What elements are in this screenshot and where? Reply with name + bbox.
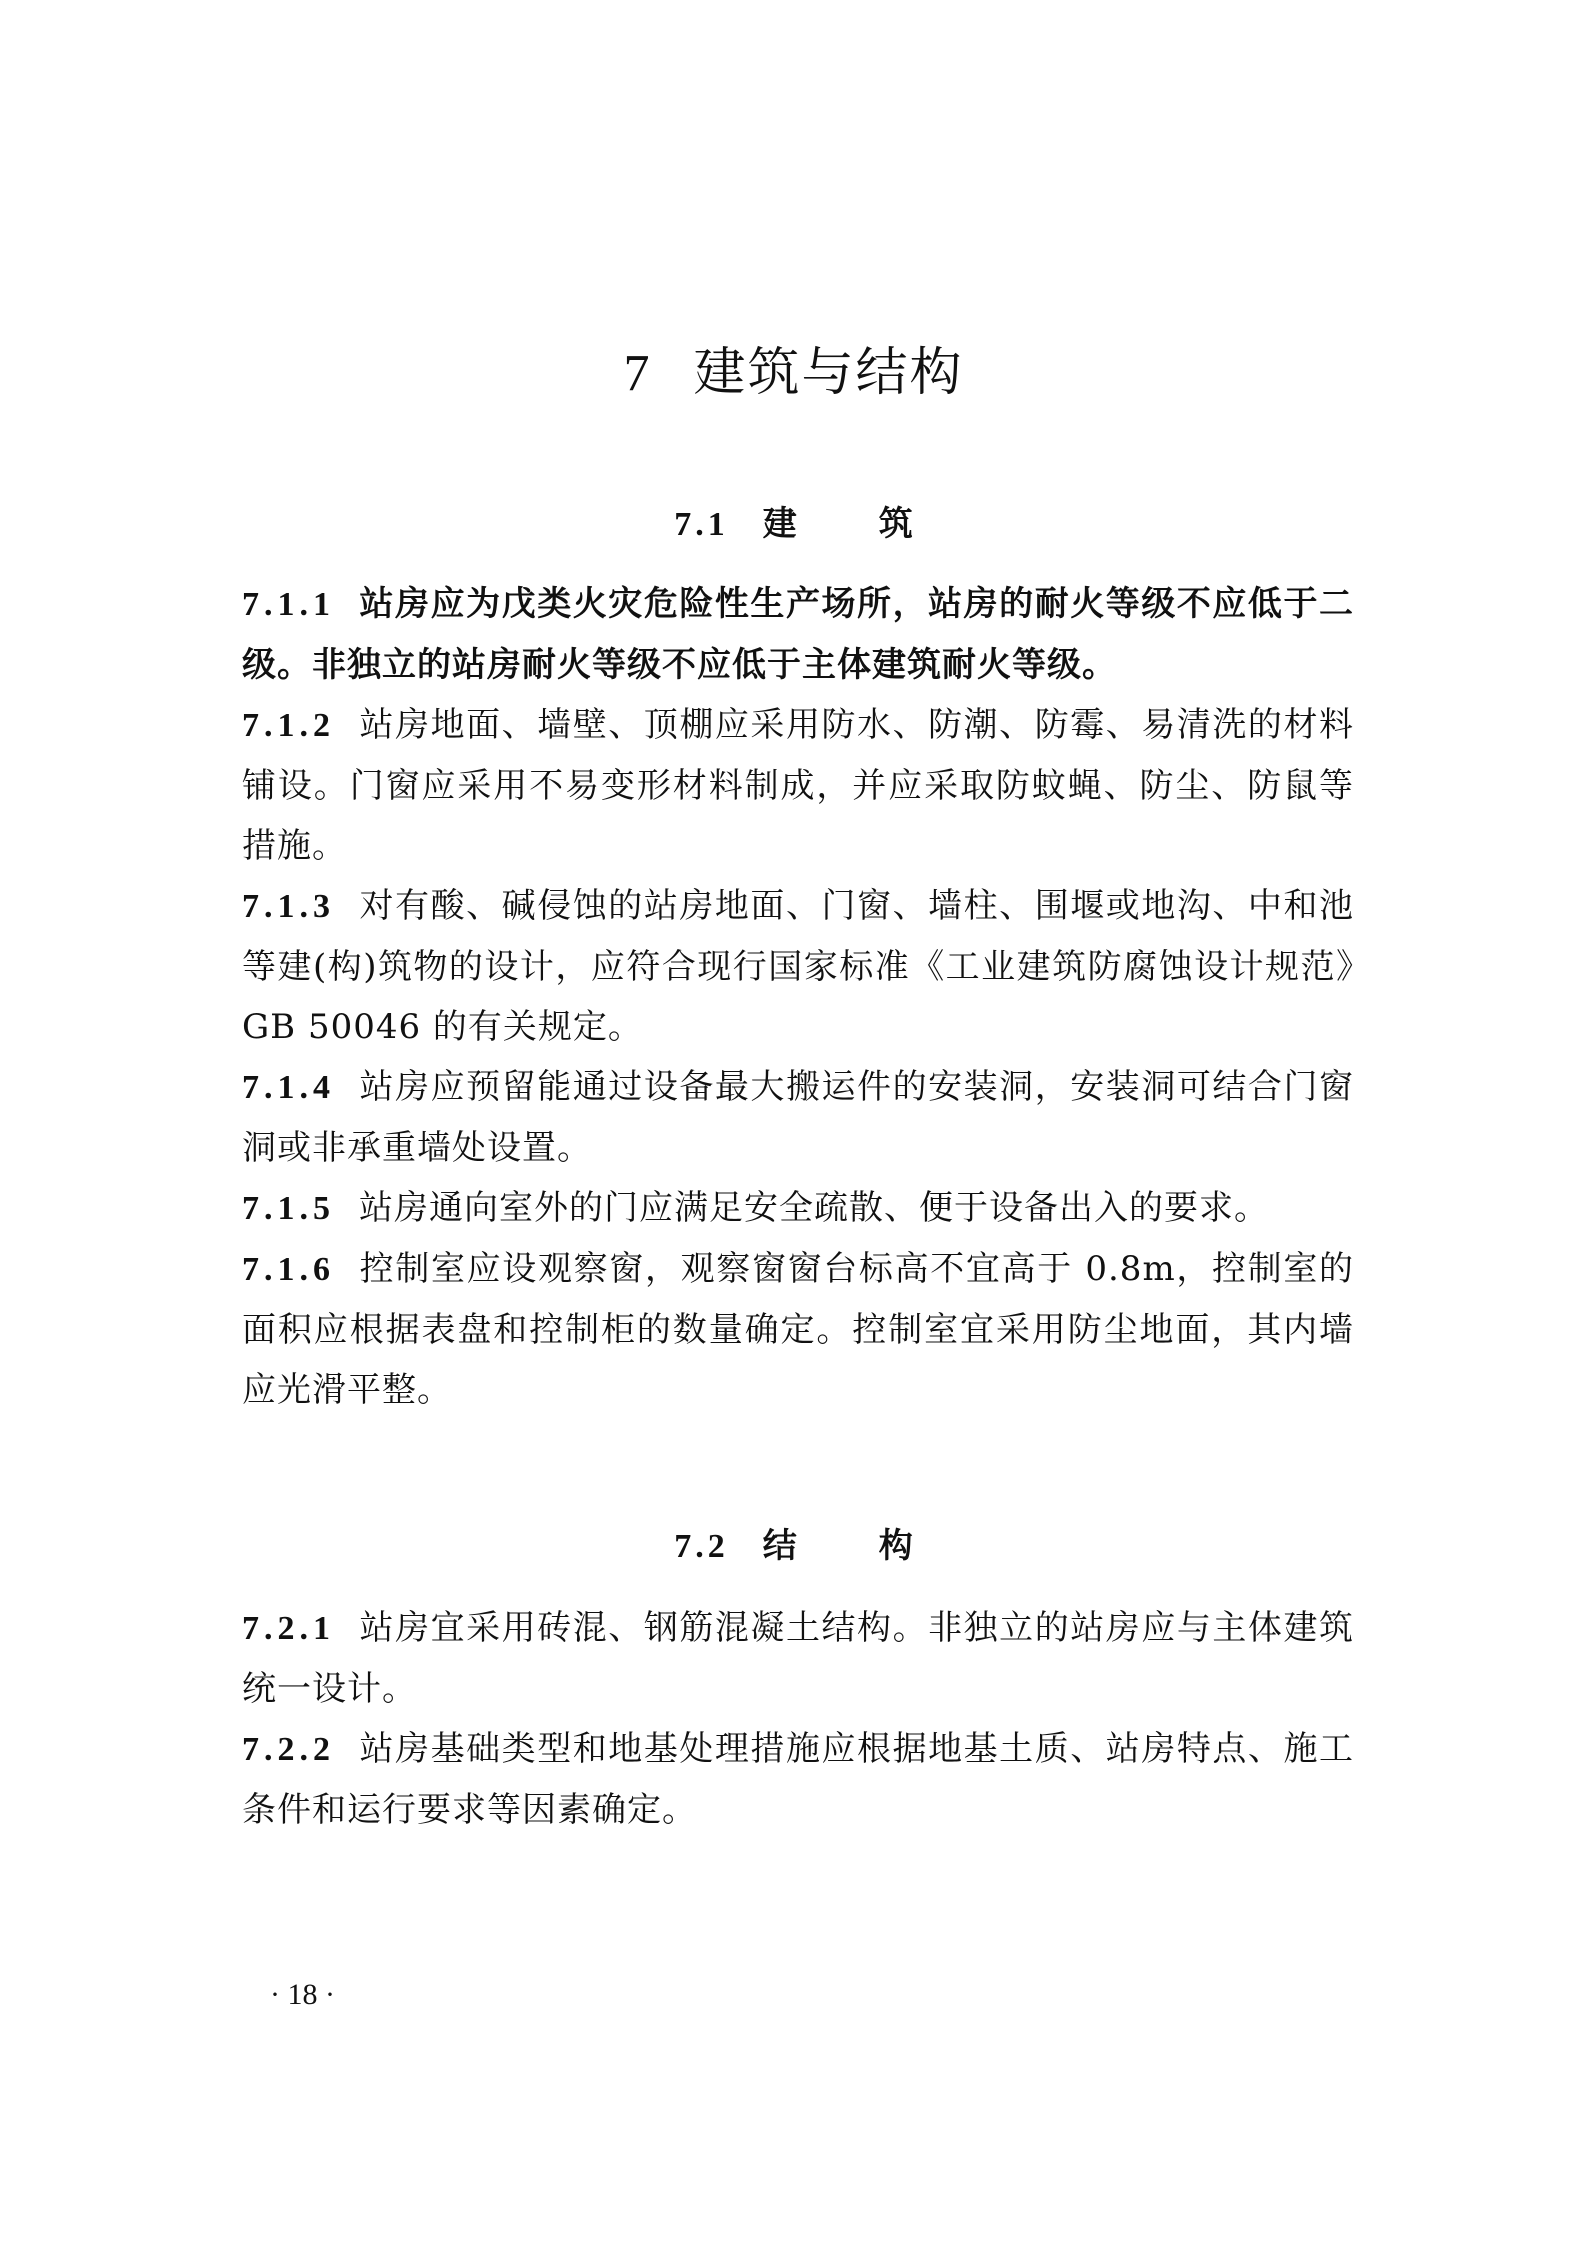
clause-number: 7.2.1 [242,1610,335,1647]
clause-number: 7.2.2 [242,1731,335,1768]
section-7-2-body [242,1598,1354,1840]
clause-7-1-4 [242,1057,1354,1178]
clause-7-1-2 [242,695,1354,876]
section-heading-7-2 [0,1518,1587,1567]
chapter-title [0,330,1587,405]
clause-7-1-5 [242,1178,1354,1239]
section-number: 7.2 [674,1528,729,1565]
clause-text: 站房通向室外的门应满足安全疏散、便于设备出入的要求。 [359,1188,1269,1228]
clause-number: 7.1.1 [242,586,335,623]
section-number: 7.1 [674,506,729,543]
clause-7-2-1 [242,1598,1354,1719]
section-heading-7-1 [0,496,1587,545]
clause-text: 站房应预留能通过设备最大搬运件的安装洞，安装洞可结合门窗洞或非承重墙处设置。 [242,1067,1354,1168]
section-7-1-body [242,574,1354,1420]
clause-number: 7.1.3 [242,888,335,925]
clause-text: 站房宜采用砖混、钢筋混凝土结构。非独立的站房应与主体建筑统一设计。 [242,1608,1354,1709]
clause-7-1-1 [242,574,1354,695]
section-name: 建筑 [762,504,995,544]
clause-number: 7.1.5 [242,1190,335,1227]
section-name: 结构 [762,1526,995,1566]
clause-number: 7.1.4 [242,1069,335,1106]
clause-7-1-6 [242,1239,1354,1420]
clause-number: 7.1.6 [242,1251,335,1288]
clause-text: 站房基础类型和地基处理措施应根据地基土质、站房特点、施工条件和运行要求等因素确定。 [242,1729,1354,1830]
chapter-name: 建筑与结构 [693,343,964,403]
clause-7-2-2 [242,1719,1354,1840]
page-number: · 18 · [270,1978,335,2011]
clause-7-1-3 [242,876,1354,1057]
clause-text: 控制室应设观察窗，观察窗窗台标高不宜高于 0.8m，控制室的面积应根据表盘和控制柜的数量确定。控制室宜采用防尘地面，其内墙应光滑平整。 [242,1249,1354,1410]
clause-number: 7.1.2 [242,707,335,744]
clause-text: 站房应为戊类火灾危险性生产场所，站房的耐火等级不应低于二级。非独立的站房耐火等级不应低于主体建筑耐火等级。 [242,584,1354,685]
clause-text: 站房地面、墙壁、顶棚应采用防水、防潮、防霉、易清洗的材料铺设。门窗应采用不易变形材料制成，并应采取防蚊蝇、防尘、防鼠等措施。 [242,705,1354,866]
clause-text: 对有酸、碱侵蚀的站房地面、门窗、墙柱、围堰或地沟、中和池等建(构)筑物的设计，应符合现行国家标准《工业建筑防腐蚀设计规范》GB 50046 的有关规定。 [242,886,1354,1047]
chapter-number: 7 [623,345,652,402]
